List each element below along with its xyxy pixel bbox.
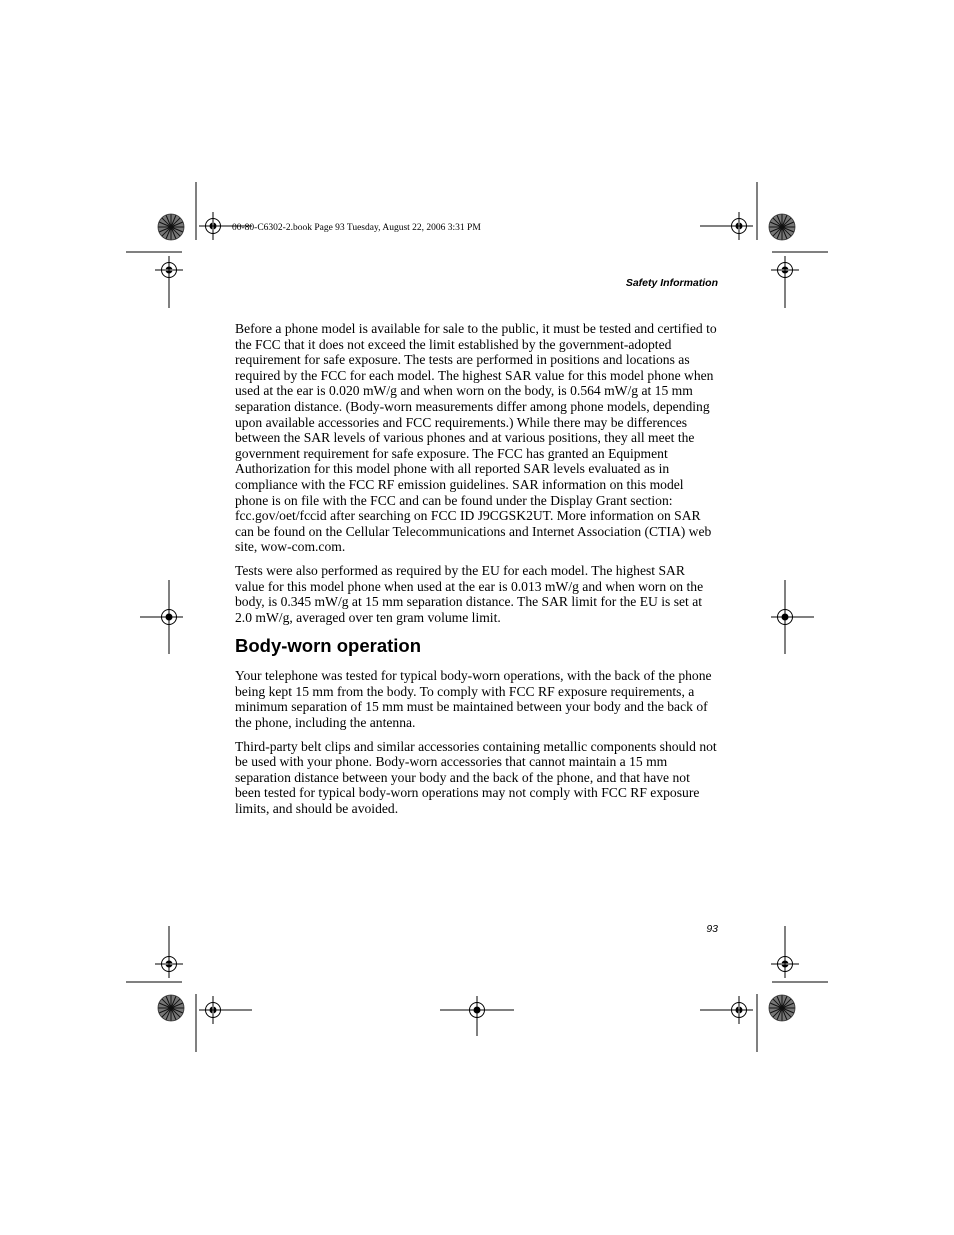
paragraph-sar-eu: Tests were also performed as required by the EU for each model. The highest SAR value for this model phone when used at the ear is 0.013 mW/g and when worn on the body, is 0.345 mW/g at 15 mm separation distance. The SAR limit for the EU is set at 2.0 mW/g, averaged over ten gram volume limit. [235, 562, 704, 625]
body-text [235, 321, 717, 825]
starburst-mark [158, 995, 184, 1021]
running-header: Safety Information [625, 277, 718, 289]
page-number: 93 [706, 923, 718, 935]
print-slug-line: 00-80-C6302-2.book Page 93 Tuesday, August 22, 2006 3:31 PM [232, 223, 481, 233]
section-heading: Body-worn operation [235, 635, 422, 657]
paragraph-body-worn-test: Your telephone was tested for typical body-worn operations, with the back of the phone being kept 15 mm from the body. To comply with FCC RF exposure requirements, a minimum separation of 15 mm must be maintained between your body and the back of the phone, including the antenna. [235, 668, 712, 731]
paragraph-sar-fcc: Before a phone model is available for sale to the public, it must be tested and certified to the FCC that it does not exceed the limit established by the government-adopted requirement for safe exposure. The tests are performed in positions and locations as required by the FCC for each model. The highest SAR value for this model phone when used at the ear is 0.020 mW/g and when worn on the body, is 0.564 mW/g at 15 mm separation distance. (Body-worn measurements differ among phone models, depending upon available accessories and FCC requirements.) While there may be differences between the SAR levels of various phones and at various positions, they all meet the government requirement for safe exposure. The FCC has granted an Equipment Authorization for this model phone with all reported SAR levels evaluated as in compliance with the FCC RF emission guidelines. SAR information on this model phone is on file with the FCC and can be found under the Display Grant section: fcc.gov/oet/fccid after searching on FCC ID J9CGSK2UT. More information on SAR can be found on the Cellular Telecommunications and Internet Association (CTIA) web site, wow-com.com. [235, 321, 717, 555]
paragraph-belt-clips: Third-party belt clips and similar accessories containing metallic components should not be used with your phone. Body-worn accessories that cannot maintain a 15 mm separation distance between your body and the back of the phone, and that have not been tested for typical body-worn operations may not comply with FCC RF exposure limits, and should be avoided. [235, 738, 717, 817]
starburst-mark [769, 995, 795, 1021]
starburst-mark [769, 214, 795, 240]
starburst-mark [158, 214, 184, 240]
